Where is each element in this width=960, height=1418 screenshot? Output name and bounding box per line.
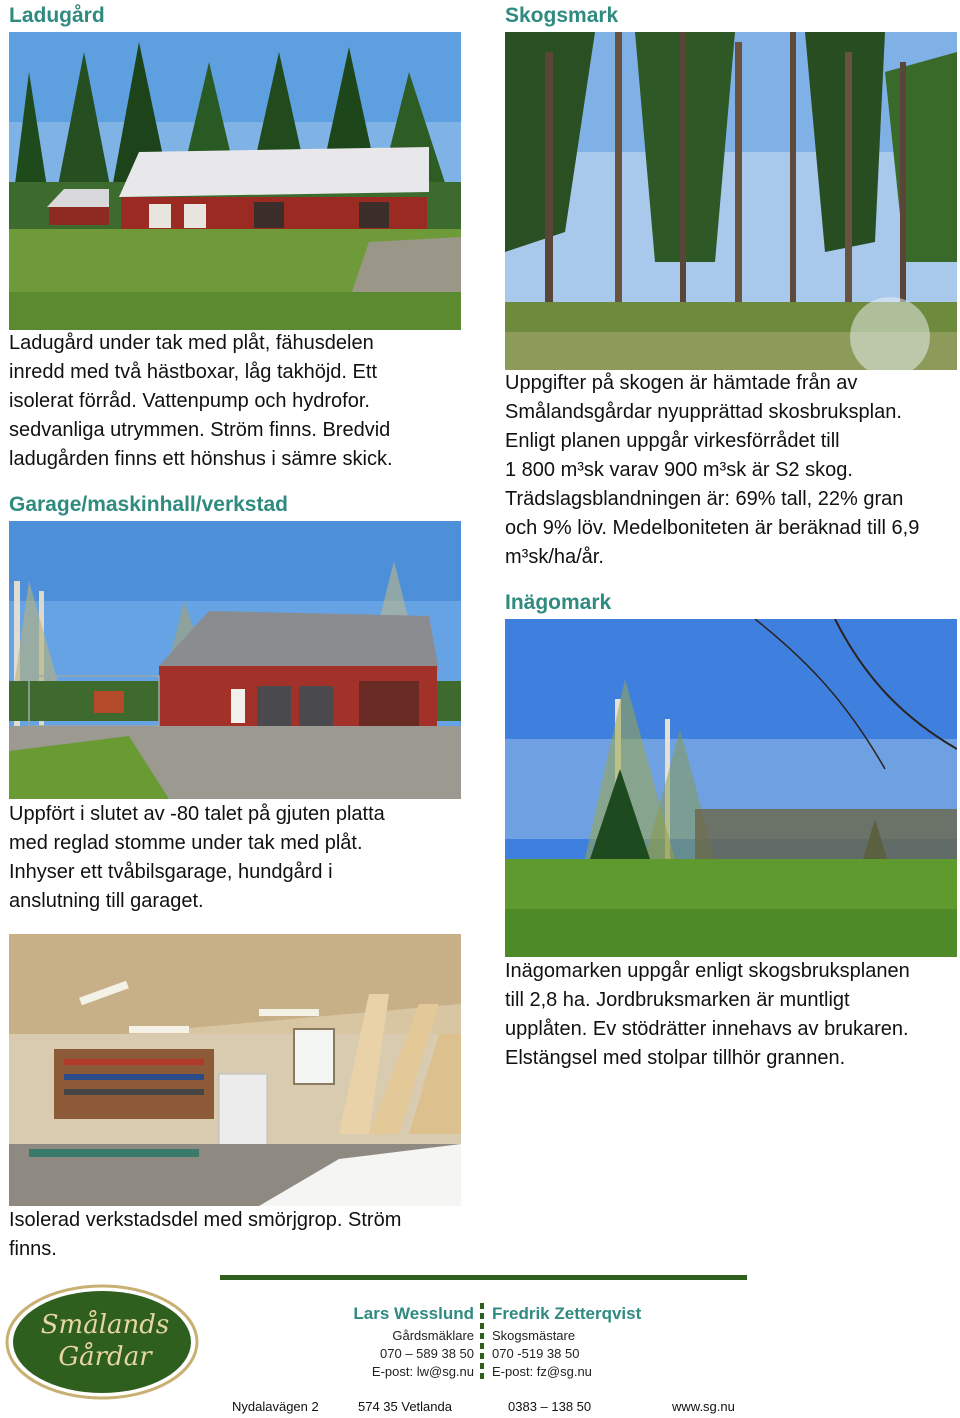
garage-heading: Garage/maskinhall/verkstad [9,493,288,516]
forest-description [505,369,960,572]
text-line: upplåten. Ev stödrätter innehavs av brukaren. [505,1018,909,1040]
agent-fredrik [492,1304,692,1381]
text-line: Inhyser ett tvåbilsgarage, hundgård i [9,861,333,883]
text-line: Ladugård under tak med plåt, fähusdelen [9,332,374,354]
text-line: finns. [9,1238,57,1260]
text-line: sedvanliga utrymmen. Ström finns. Bredvid [9,419,391,441]
agent-lars [344,1304,474,1381]
text-line: isolerat förråd. Vattenpump och hydrofor. [9,390,370,412]
contact-separator [480,1303,484,1383]
logo-line-1: Smålands [40,1310,170,1340]
smalands-gardar-logo [5,1283,200,1401]
barn-heading: Ladugård [9,4,105,27]
text-line: Uppgifter på skogen är hämtade från av [505,372,858,394]
text-line: till 2,8 ha. Jordbruksmarken är muntligt [505,989,850,1011]
office-phone: 0383 – 138 50 [508,1399,592,1414]
agent-name: Lars Wesslund [353,1304,474,1323]
footer-divider [220,1275,747,1280]
logo-line-2: Gårdar [58,1342,152,1372]
text-line: Isolerad verkstadsdel med smörjgrop. Ström [9,1209,402,1231]
website-link[interactable]: www.sg.nu [672,1399,735,1414]
barn-description [9,329,461,474]
text-line: 1 800 m³sk varav 900 m³sk är S2 skog. [505,459,853,481]
agent-title: Skogsmästare [492,1328,576,1343]
text-line: Trädslagsblandningen är: 69% tall, 22% gran [505,488,904,510]
forest-photo [505,32,957,370]
text-line: ladugården finns ett hönshus i sämre skick. [9,448,393,470]
text-line: och 9% löv. Medelboniteten är beräknad till 6,9 [505,517,920,539]
agent-name: Fredrik Zetterqvist [492,1304,642,1323]
text-line: med reglad stomme under tak med plåt. [9,832,363,854]
office-city: 574 35 Vetlanda [358,1399,452,1414]
agent-title: Gårdsmäklare [392,1328,474,1343]
barn-photo [9,32,461,330]
garage-description [9,800,461,916]
text-line: inredd med två hästboxar, låg takhöjd. Ett [9,361,377,383]
meadow-heading: Inägomark [505,591,612,614]
agent-phone: 070 – 589 38 50 [380,1346,474,1361]
meadow-photo [505,619,957,957]
text-line: Enligt planen uppgår virkesförrådet till [505,430,840,452]
workshop-photo [9,934,461,1206]
meadow-description [505,957,960,1073]
agent-email[interactable]: E-post: fz@sg.nu [492,1364,592,1379]
agent-email[interactable]: E-post: lw@sg.nu [371,1364,474,1379]
text-line: Uppfört i slutet av -80 talet på gjuten platta [9,803,385,825]
text-line: Elstängsel med stolpar tillhör grannen. [505,1047,846,1069]
forest-heading: Skogsmark [505,4,619,27]
text-line: Inägomarken uppgår enligt skogsbruksplanen [505,960,910,982]
workshop-description [9,1206,461,1264]
agent-phone: 070 -519 38 50 [492,1346,580,1361]
text-line: anslutning till garaget. [9,890,204,912]
text-line: Smålandsgårdar nyupprättad skosbruksplan. [505,401,902,423]
office-street: Nydalavägen 2 [232,1399,319,1414]
garage-photo [9,521,461,799]
text-line: m³sk/ha/år. [505,546,604,568]
